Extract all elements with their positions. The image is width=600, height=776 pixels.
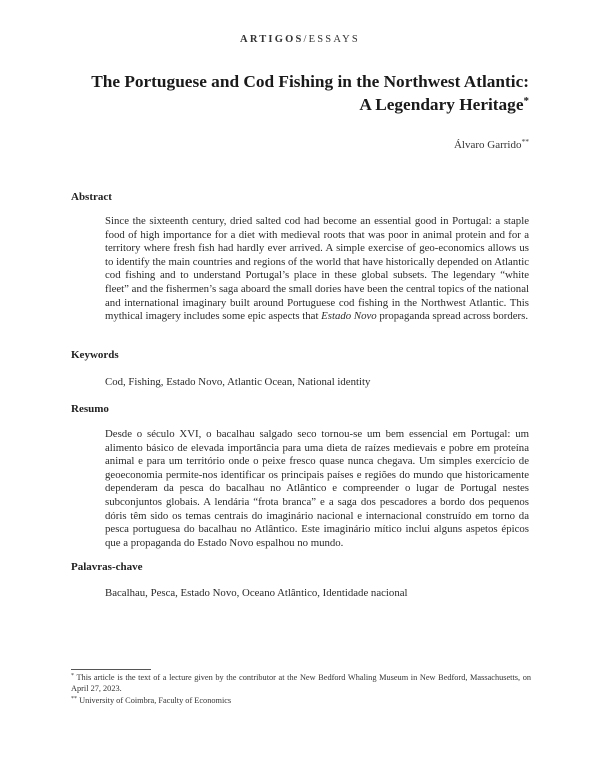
abstract-italic-term: Estado Novo	[321, 310, 377, 323]
footnote-1-text: This article is the text of a lecture given by the contributor at the New Bedford Whaling Museum in New Bedford, Massachusetts, on April 27, 2023.	[71, 673, 531, 693]
resumo-text: Desde o século XVI, o bacalhau salgado seco tornou-se um bem essencial em Portugal: um alimento básico de elevada importância para uma dieta de raízes medievais e pobre em proteína animal e para um território onde o peixe fresco quase nunca chegava. Um simples exercício de geoeconomia permite-nos identificar os principais países e regiões do mundo que historicamente dependeram da pesca do bacalhau no Atlântico e compreender o lugar de Portugal nestes subconjuntos globais. A lendária “frota branca” e a saga dos pescadores a bordo dos pequenos dóris têm sido os temas centrais do imaginário nacional e internacional construído em torno da pesca portuguesa do bacalhau no Atlântico. Este imaginário mítico inclui alguns aspetos épicos que a propaganda do Estado Novo espalhou no mundo.	[105, 428, 529, 549]
section-header	[0, 34, 600, 45]
palavras-chave-list: Bacalhau, Pesca, Estado Novo, Oceano Atlântico, Identidade nacional	[105, 587, 408, 599]
abstract-text-main: Since the sixteenth century, dried salted cod had become an essential good in Portugal: a staple food of high importance for a diet with medieval roots that was poor in animal protein and for a territory where fresh fish had hardly ever arrived. A simple exercise of geo-economics allows us to identify the main countries and regions of the world that have historically depended on Atlantic cod fishing and to understand Portugal’s place in these global subsets. The legendary “white fleet” and the fishermen’s saga aboard the small dories have been the central topics of the national and international imaginary built around Portuguese cod fishing in the Northwest Atlantic. This mythical imagery includes some epic aspects that	[105, 215, 529, 323]
footnote-2-marker: **	[71, 696, 77, 702]
article-title	[59, 70, 529, 116]
footnote-1	[71, 673, 531, 695]
abstract-heading: Abstract	[71, 191, 112, 203]
resumo-heading: Resumo	[71, 403, 109, 415]
author-footnote-marker: **	[521, 137, 529, 146]
footnote-2	[71, 696, 531, 707]
footnote-1-marker: *	[71, 673, 74, 679]
section-separator: /	[303, 34, 309, 45]
title-line-1: The Portuguese and Cod Fishing in the Northwest Atlantic:	[91, 72, 529, 91]
keywords-heading: Keywords	[71, 349, 119, 361]
abstract-text	[105, 215, 529, 324]
section-label-rest: ESSAYS	[308, 34, 360, 45]
footnote-divider	[71, 669, 151, 670]
keywords-list: Cod, Fishing, Estado Novo, Atlantic Ocean, National identity	[105, 376, 371, 388]
author-text: Álvaro Garrido	[453, 139, 522, 151]
title-footnote-marker: *	[523, 95, 529, 107]
palavras-chave-heading: Palavras-chave	[71, 561, 143, 573]
footnote-2-text: University of Coimbra, Faculty of Economics	[79, 696, 232, 705]
title-line-2: A Legendary Heritage	[359, 95, 524, 114]
abstract-text-end: propaganda spread across borders.	[376, 310, 529, 323]
section-label-bold: ARTIGOS	[240, 34, 304, 45]
author-name	[454, 139, 529, 151]
